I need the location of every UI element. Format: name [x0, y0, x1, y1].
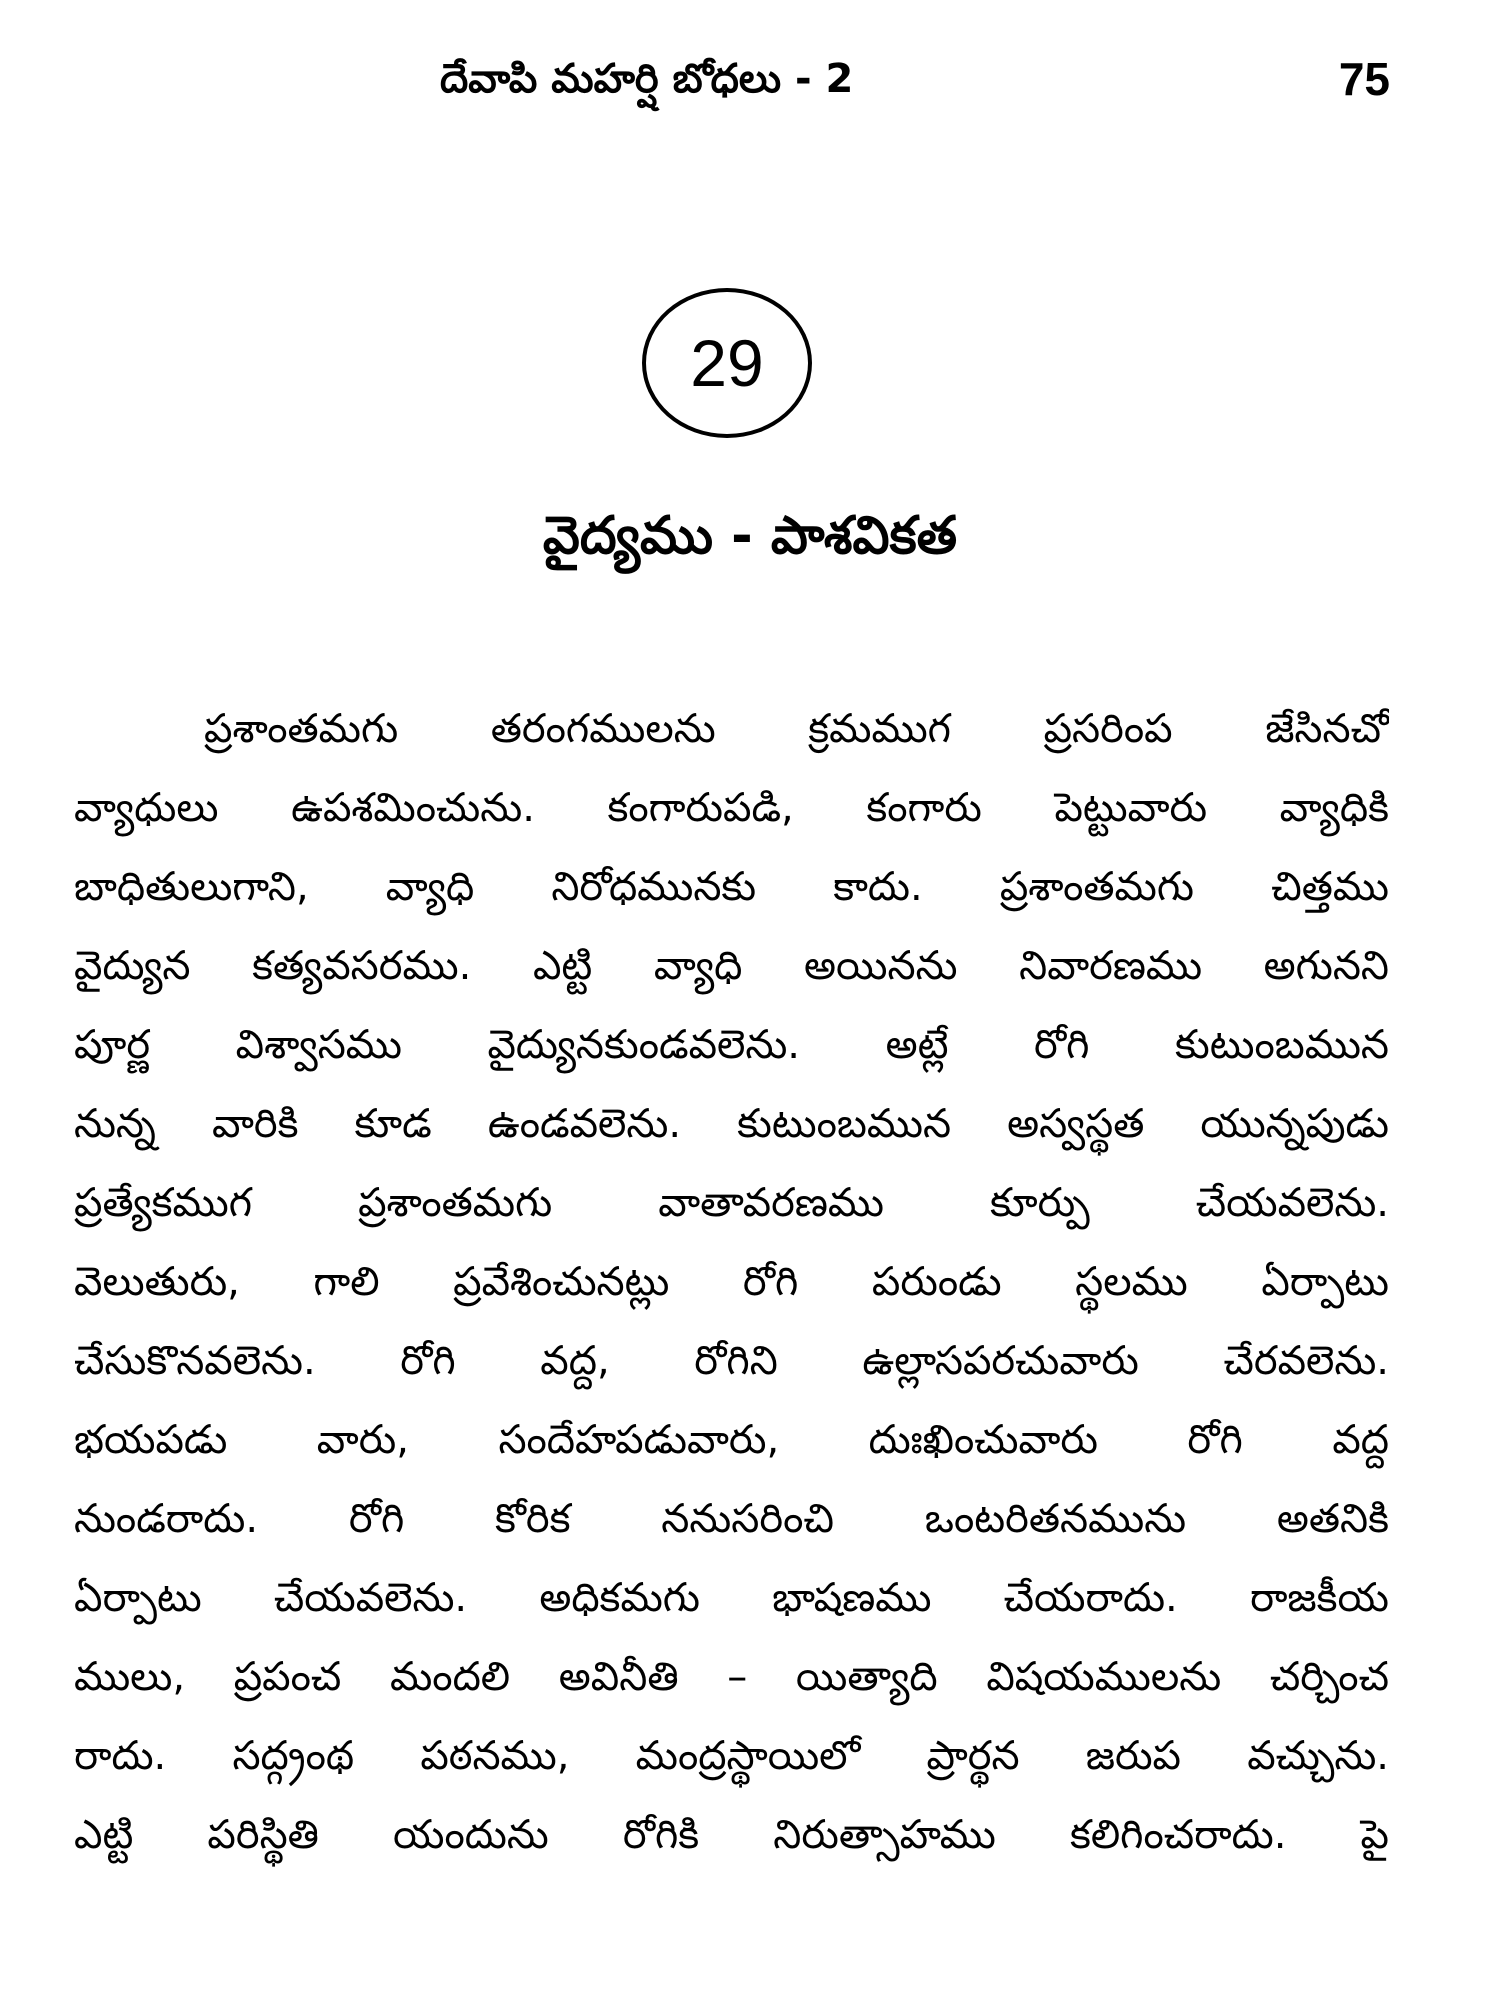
text-line: పూర్ణ విశ్వాసము వైద్యునకుండవలెను. అట్లే రోగి కుటుంబమున: [74, 1022, 1389, 1068]
chapter-number-circle: [642, 288, 812, 438]
text-line: వెలుతురు, గాలి ప్రవేశించునట్లు రోగి పరుండు స్థలము ఏర్పాటు: [74, 1259, 1389, 1305]
chapter-number: 29: [690, 326, 764, 400]
text-line: ఏర్పాటు చేయవలెను. అధికమగు భాషణము చేయరాదు. రాజకీయ: [74, 1575, 1389, 1621]
running-header: [0, 52, 1500, 112]
text-line: బాధితులుగాని, వ్యాధి నిరోధమునకు కాదు. ప్రశాంతమగు చిత్తము: [74, 864, 1389, 910]
text-line: వ్యాధులు ఉపశమించును. కంగారుపడి, కంగారు పెట్టువారు వ్యాధికి: [74, 785, 1389, 831]
text-line: భయపడు వారు, సందేహపడువారు, దుఃఖించువారు రోగి వద్ద: [74, 1417, 1389, 1463]
text-line: వైద్యున కత్యవసరము. ఎట్టి వ్యాధి అయినను నివారణము అగునని: [74, 943, 1389, 989]
text-line: ప్రశాంతమగు తరంగములను క్రమముగ ప్రసరింప జేసినచో: [204, 706, 1389, 752]
text-line: నుండరాదు. రోగి కోరిక ననుసరించి ఒంటరితనమును అతనికి: [74, 1496, 1389, 1542]
text-line: ములు, ప్రపంచ మందలి అవినీతి – యిత్యాది విషయములను చర్చించ: [74, 1654, 1389, 1700]
text-line: చేసుకొనవలెను. రోగి వద్ద, రోగిని ఉల్లాసపరచువారు చేరవలెను.: [74, 1338, 1389, 1384]
text-line: ఎట్టి పరిస్థితి యందును రోగికి నిరుత్సాహము కలిగించరాదు. పై: [74, 1812, 1389, 1858]
text-line: రాదు. సద్గ్రంథ పఠనము, మంద్రస్థాయిలో ప్రార్థన జరుప వచ్చును.: [74, 1733, 1389, 1779]
text-line: ప్రత్యేకముగ ప్రశాంతమగు వాతావరణము కూర్పు చేయవలెను.: [74, 1180, 1389, 1226]
text-line: నున్న వారికి కూడ ఉండవలెను. కుటుంబమున అస్వస్థత యున్నపుడు: [74, 1101, 1389, 1147]
book-title: దేవాపి మహర్షి బోధలు - 2: [440, 56, 854, 102]
chapter-title: వైద్యము - పాశవికత: [542, 506, 958, 566]
page-number: 75: [1338, 53, 1390, 105]
body-text: [74, 690, 1389, 1875]
